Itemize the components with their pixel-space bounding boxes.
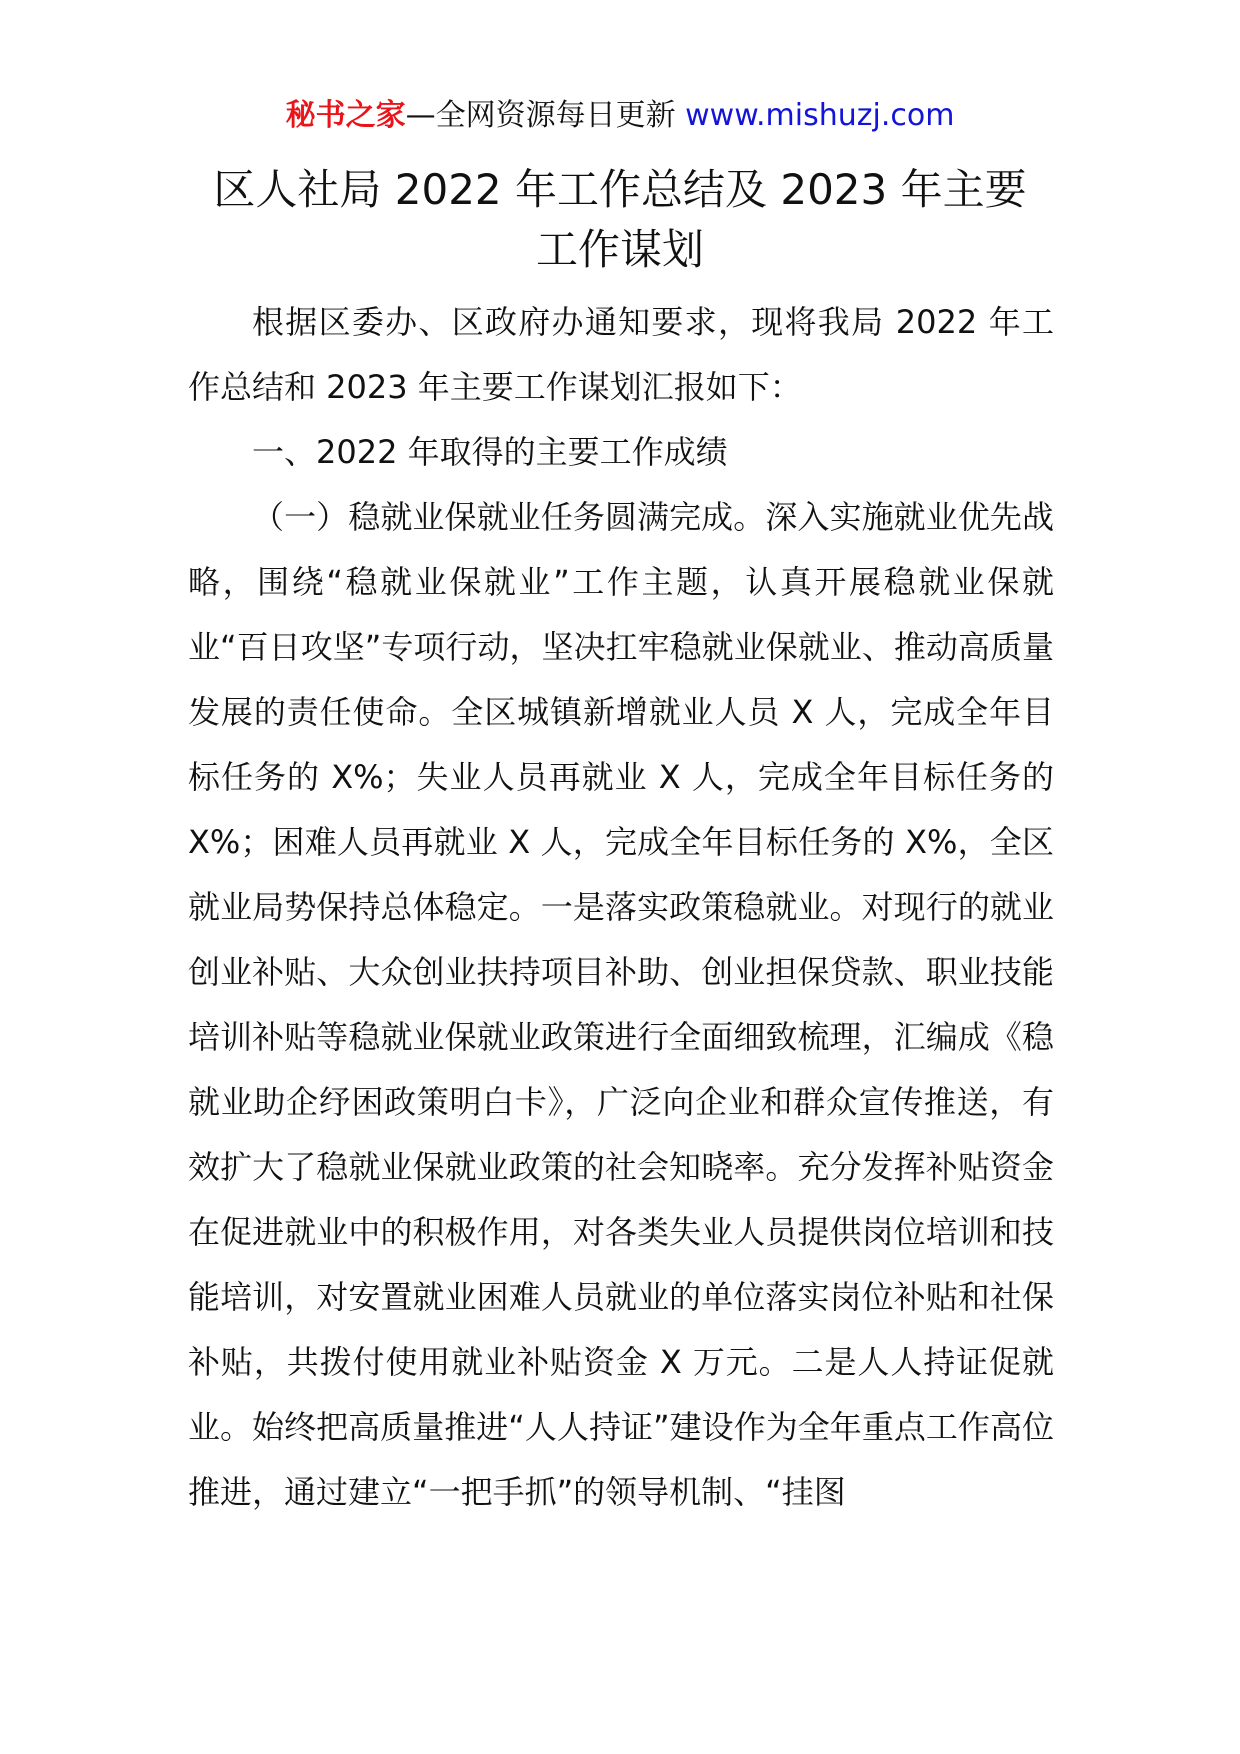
header-slogan: —全网资源每日更新 bbox=[405, 98, 676, 133]
site-header bbox=[0, 96, 1240, 136]
title-line-2: 工作谋划 bbox=[535, 225, 704, 274]
brand-name: 秘书之家 bbox=[285, 98, 406, 133]
section-1-paragraph-1: （一）稳就业保就业任务圆满完成。深入实施就业优先战略，围绕“稳就业保就业”工作主题，认真开展稳就业保就业“百日攻坚”专项行动，坚决扛牢稳就业保就业、推动高质量发展的责任使命。全区城镇新增就业人员 X 人，完成全年目标任务的 X%；失业人员再就业 X 人，完成全年目标任务的 X%；困难人员再就业 X 人，完成全年目标任务的 X%，全区就业局势保持总体稳定。一是落实政策稳就业。对现行的就业创业补贴、大众创业扶持项目补助、创业担保贷款、职业技能培训补贴等稳就业保就业政策进行全面细致梳理，汇编成《稳就业助企纾困政策明白卡》，广泛向企业和群众宣传推送，有效扩大了稳就业保就业政策的社会知晓率。充分发挥补贴资金在促进就业中的积极作用，对各类失业人员提供岗位培训和技能培训，对安置就业困难人员就业的单位落实岗位补贴和社保补贴，共拨付使用就业补贴资金 X 万元。二是人人持证促就业。始终把高质量推进“人人持证”建设作为全年重点工作高位推进，通过建立“一把手抓”的领导机制、“挂图 bbox=[188, 498, 1054, 1511]
intro-paragraph: 根据区委办、区政府办通知要求，现将我局 2022 年工作总结和 2023 年主要工作谋划汇报如下： bbox=[188, 303, 1054, 406]
document-title bbox=[150, 160, 1090, 280]
document-body bbox=[188, 290, 1054, 1525]
section-heading-1: 一、2022 年取得的主要工作成绩 bbox=[252, 433, 728, 471]
title-line-1: 区人社局 2022 年工作总结及 2023 年主要 bbox=[213, 165, 1027, 214]
site-url-link[interactable]: www.mishuzj.com bbox=[685, 98, 955, 133]
